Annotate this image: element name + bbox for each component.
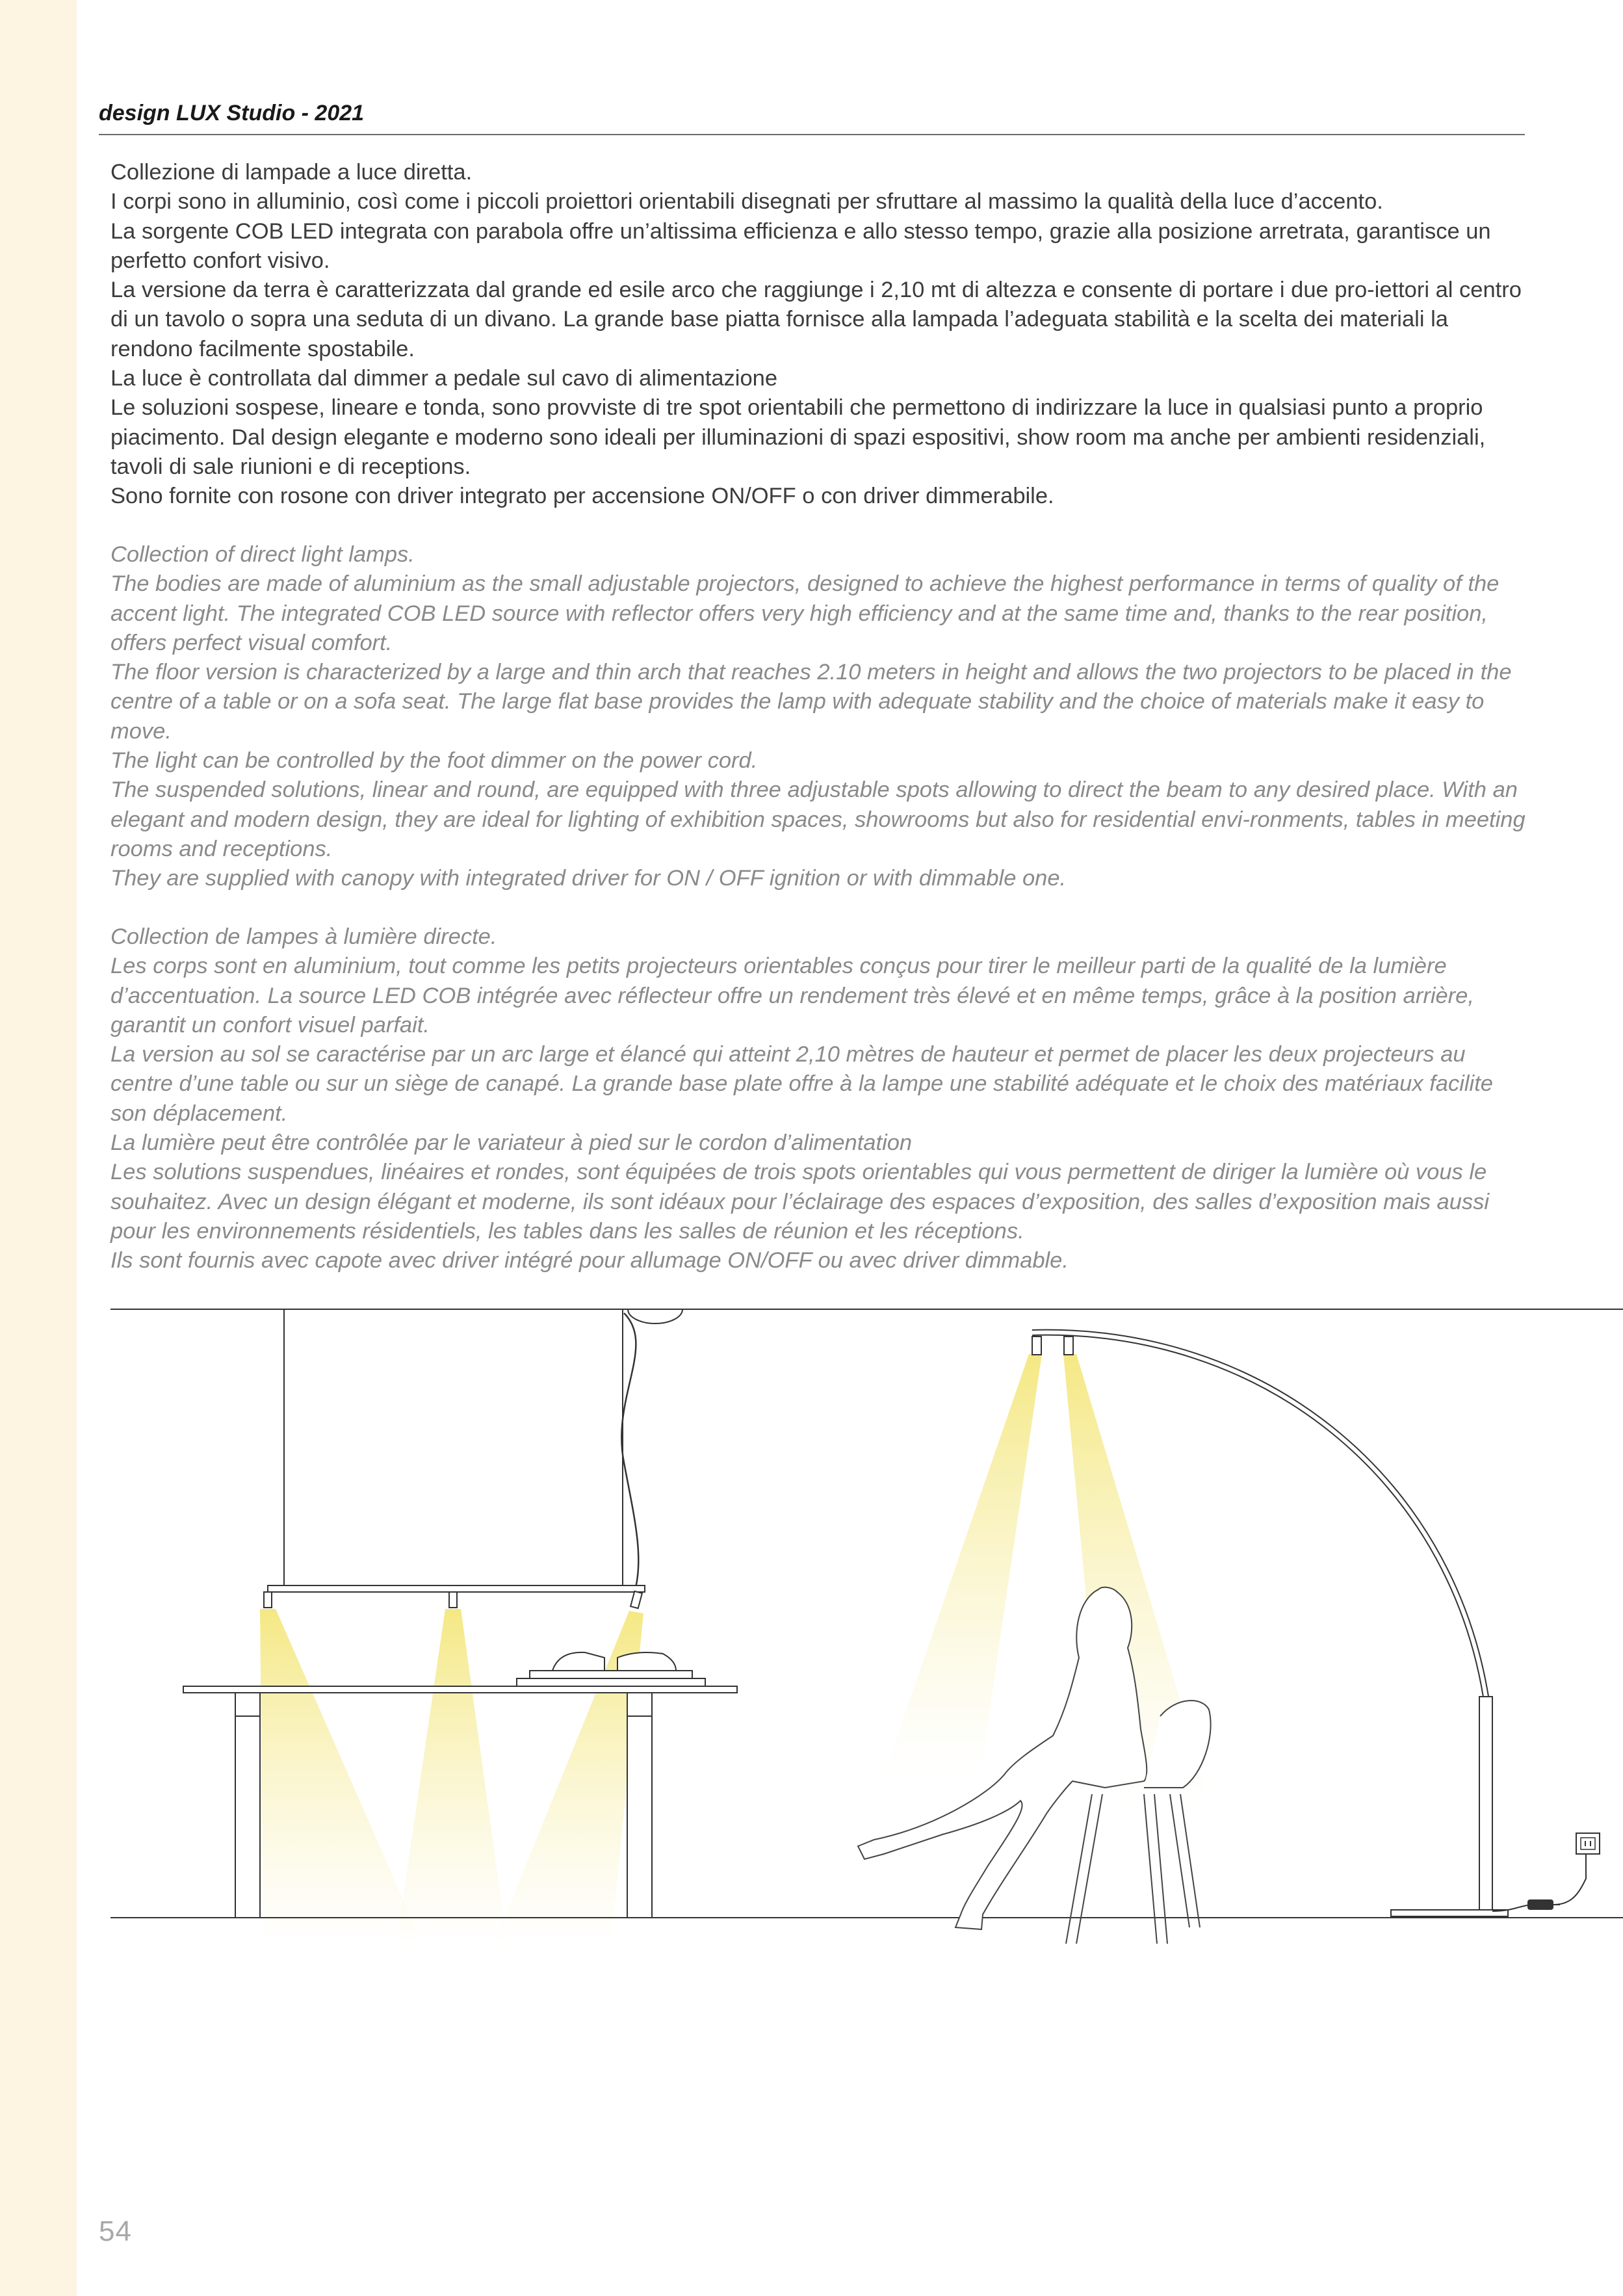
french-paragraph: La lumière peut être contrôlée par le variateur à pied sur le cordon d’alimentation: [110, 1130, 913, 1156]
italian-paragraph: I corpi sono in alluminio, così come i piccoli proiettori orientabili disegnati per sfruttare al massimo la qualità della luce d’accento.: [110, 189, 1383, 215]
french-paragraph: La version au sol se caractérise par un arc large et élancé qui atteint 2,10 mètres de hauteur et permet de placer les deux projecteurs au centre d’une table ou sur un siège de canapé. La grande base plate offre à la lampe une stabilité adéquate et le choix des matériaux facilite son déplacement.: [110, 1042, 1493, 1126]
english-paragraph: The suspended solutions, linear and round, are equipped with three adjustable spots allowing to direct the beam to any desired place. With an elegant and modern design, they are ideal for lighting of exhibition spaces, showrooms but also for residential envi-ronments, tables in meeting rooms and receptions.: [110, 777, 1526, 861]
english-paragraph: The light can be controlled by the foot dimmer on the power cord.: [110, 748, 758, 774]
light-beam: [260, 1609, 422, 1944]
italian-paragraph: La sorgente COB LED integrata con parabola offre un’altissima efficienza e allo stesso tempo, grazie alla posizione arretrata, garantisce un perfetto confort visivo.: [110, 218, 1491, 273]
french-paragraph: Les corps sont en aluminium, tout comme les petits projecteurs orientables conçus pour tirer le meilleur parti de la qualité de la lumière d’accentuation. La source LED COB intégrée avec réflecteur offre un rendement très élevé et en même temps, grâce à la position arrière, garantit un confort visuel parfait.: [110, 954, 1474, 1037]
spot-right: [630, 1591, 642, 1608]
french-paragraph: Les solutions suspendues, linéaires et rondes, sont équipées de trois spots orientables qui vous permettent de diriger la lumière où vous le souhaitez. Avec un design élégant et moderne, ils sont idéaux pour l’éclairage des espaces d’exposition, des salles d’exposition mais aussi pour les environnements résidentiels, les tables dans les salles de réunion et les réceptions.: [110, 1160, 1490, 1244]
english-paragraph: They are supplied with canopy with integrated driver for ON / OFF ignition or with dimmable one.: [110, 866, 1067, 891]
italian-paragraph: Sono fornite con rosone con driver integrato per accensione ON/OFF o con driver dimmerabile.: [110, 484, 1054, 509]
page-number: 54: [99, 2215, 132, 2247]
power-socket-icon: [1576, 1833, 1600, 1854]
lamp-illustration: [0, 1294, 1623, 2171]
french-description: [110, 922, 1527, 1276]
french-paragraph: Ils sont fournis avec capote avec driver intégré pour allumage ON/OFF ou avec driver dimmable.: [110, 1248, 1069, 1273]
english-paragraph: The bodies are made of aluminium as the small adjustable projectors, designed to achieve the highest performance in terms of quality of the accent light. The integrated COB LED source with reflector offers very high efficiency and at the same time and, thanks to the rear position, offers perfect visual comfort.: [110, 571, 1500, 655]
header-rule: [99, 134, 1525, 135]
french-paragraph: Collection de lampes à lumière directe.: [110, 924, 497, 949]
light-beam: [396, 1609, 507, 1944]
italian-paragraph: La versione da terra è caratterizzata dal grande ed esile arco che raggiunge i 2,10 mt di altezza e consente di portare i due pro-iettori al centro di un tavolo o sopra una seduta di un divano. La grande base piatta fornisce alla lampada l’adeguata stabilità e la scelta dei materiali la rendono facilmente spostabile.: [110, 278, 1522, 361]
light-beam: [884, 1354, 1042, 1775]
header-title: design LUX Studio - 2021: [99, 101, 365, 125]
english-paragraph: Collection of direct light lamps.: [110, 542, 415, 567]
page-header: [99, 99, 1524, 127]
foot-dimmer: [1527, 1899, 1553, 1910]
arc-floor-lamp: [884, 1333, 1600, 1916]
suspended-linear-lamp: [260, 1309, 682, 1944]
english-paragraph: The floor version is characterized by a large and thin arch that reaches 2.10 meters in height and allows the two projectors to be placed in the centre of a table or on a sofa seat. The large flat base provides the lamp with adequate stability and the choice of materials make it easy to move.: [110, 660, 1512, 744]
italian-paragraph: Le soluzioni sospese, lineare e tonda, sono provviste di tre spot orientabili che permettono di indirizzare la luce in qualsiasi punto a proprio piacimento. Dal design elegante e moderno sono ideali per illuminazioni di spazi espositivi, show room ma anche per ambienti residenziali, tavoli di sale riunioni e di receptions.: [110, 395, 1486, 479]
italian-paragraph: La luce è controllata dal dimmer a pedale sul cavo di alimentazione: [110, 366, 778, 391]
spot-center: [449, 1592, 457, 1608]
spot-left: [264, 1592, 272, 1608]
italian-description: [110, 158, 1527, 512]
english-description: [110, 540, 1527, 894]
italian-paragraph: Collezione di lampade a luce diretta.: [110, 160, 473, 185]
